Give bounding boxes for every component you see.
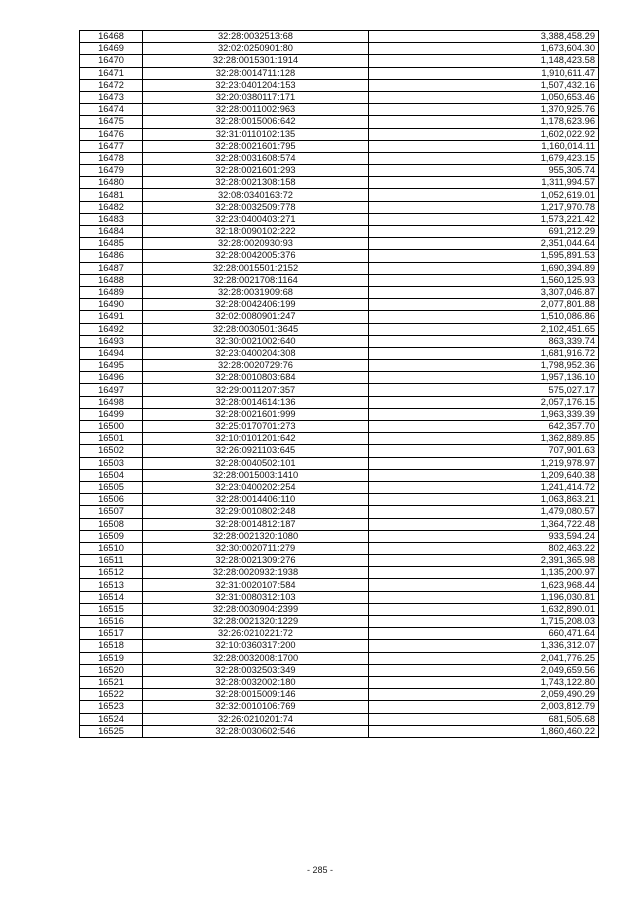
- cadastral-number-cell: 32:28:0014406:110: [143, 494, 369, 506]
- cadastral-number-cell: 32:28:0015009:146: [143, 689, 369, 701]
- row-number-cell: 16500: [80, 421, 143, 433]
- table-row: [80, 140, 599, 152]
- value-cell: 1,364,722.48: [369, 518, 599, 530]
- value-cell: 1,160,014.11: [369, 140, 599, 152]
- value-cell: 642,357.70: [369, 421, 599, 433]
- value-cell: 1,370,925.76: [369, 104, 599, 116]
- value-cell: 1,673,604.30: [369, 43, 599, 55]
- value-cell: 1,690,394.89: [369, 262, 599, 274]
- value-cell: 1,957,136.10: [369, 372, 599, 384]
- row-number-cell: 16513: [80, 579, 143, 591]
- row-number-cell: 16473: [80, 91, 143, 103]
- row-number-cell: 16517: [80, 628, 143, 640]
- value-cell: 1,573,221.42: [369, 213, 599, 225]
- table-row: [80, 201, 599, 213]
- value-cell: 1,715,208.03: [369, 616, 599, 628]
- row-number-cell: 16493: [80, 335, 143, 347]
- row-number-cell: 16469: [80, 43, 143, 55]
- table-row: [80, 652, 599, 664]
- value-cell: 2,059,490.29: [369, 689, 599, 701]
- table-row: [80, 616, 599, 628]
- cadastral-number-cell: 32:30:0021002:640: [143, 335, 369, 347]
- row-number-cell: 16512: [80, 567, 143, 579]
- cadastral-number-cell: 32:28:0032503:349: [143, 664, 369, 676]
- value-cell: 681,505.68: [369, 713, 599, 725]
- row-number-cell: 16478: [80, 152, 143, 164]
- table-row: [80, 335, 599, 347]
- table-row: [80, 530, 599, 542]
- table-row: [80, 152, 599, 164]
- row-number-cell: 16481: [80, 189, 143, 201]
- row-number-cell: 16508: [80, 518, 143, 530]
- row-number-cell: 16516: [80, 616, 143, 628]
- cadastral-number-cell: 32:28:0020729:76: [143, 360, 369, 372]
- table-row: [80, 469, 599, 481]
- row-number-cell: 16487: [80, 262, 143, 274]
- cadastral-number-cell: 32:28:0021601:999: [143, 408, 369, 420]
- row-number-cell: 16491: [80, 311, 143, 323]
- cadastral-number-cell: 32:28:0032513:68: [143, 31, 369, 43]
- table-row: [80, 725, 599, 737]
- cadastral-number-cell: 32:28:0042406:199: [143, 299, 369, 311]
- value-cell: 1,148,423.58: [369, 55, 599, 67]
- value-cell: 1,196,030.81: [369, 591, 599, 603]
- value-cell: 1,050,653.46: [369, 91, 599, 103]
- cadastral-number-cell: 32:28:0021601:293: [143, 165, 369, 177]
- row-number-cell: 16520: [80, 664, 143, 676]
- cadastral-number-cell: 32:28:0021601:795: [143, 140, 369, 152]
- row-number-cell: 16489: [80, 286, 143, 298]
- row-number-cell: 16497: [80, 384, 143, 396]
- table-row: [80, 567, 599, 579]
- cadastral-number-cell: 32:23:0400403:271: [143, 213, 369, 225]
- cadastral-number-cell: 32:31:0110102:135: [143, 128, 369, 140]
- cadastral-number-cell: 32:28:0011002:963: [143, 104, 369, 116]
- cadastral-number-cell: 32:28:0040502:101: [143, 457, 369, 469]
- value-cell: 933,594.24: [369, 530, 599, 542]
- cadastral-number-cell: 32:28:0030501:3645: [143, 323, 369, 335]
- cadastral-number-cell: 32:28:0030904:2399: [143, 603, 369, 615]
- table-row: [80, 43, 599, 55]
- table-row: [80, 55, 599, 67]
- value-cell: 1,241,414.72: [369, 481, 599, 493]
- cadastral-number-cell: 32:28:0032509:778: [143, 201, 369, 213]
- value-cell: 1,860,460.22: [369, 725, 599, 737]
- row-number-cell: 16519: [80, 652, 143, 664]
- row-number-cell: 16488: [80, 274, 143, 286]
- table-row: [80, 494, 599, 506]
- cadastral-number-cell: 32:28:0021320:1080: [143, 530, 369, 542]
- table-row: [80, 518, 599, 530]
- value-cell: 2,077,801.88: [369, 299, 599, 311]
- table-row: [80, 311, 599, 323]
- cadastral-number-cell: 32:02:0080901:247: [143, 311, 369, 323]
- cadastral-number-cell: 32:28:0014711:128: [143, 67, 369, 79]
- value-cell: 2,049,659.56: [369, 664, 599, 676]
- row-number-cell: 16522: [80, 689, 143, 701]
- cadastral-number-cell: 32:23:0400204:308: [143, 347, 369, 359]
- row-number-cell: 16495: [80, 360, 143, 372]
- value-cell: 1,743,122.80: [369, 676, 599, 688]
- value-cell: 575,027.17: [369, 384, 599, 396]
- cadastral-value-table: [79, 30, 599, 738]
- value-cell: 1,510,086.86: [369, 311, 599, 323]
- value-cell: 1,479,080.57: [369, 506, 599, 518]
- cadastral-number-cell: 32:31:0080312:103: [143, 591, 369, 603]
- table-row: [80, 128, 599, 140]
- row-number-cell: 16505: [80, 481, 143, 493]
- value-cell: 660,471.64: [369, 628, 599, 640]
- cadastral-number-cell: 32:28:0042005:376: [143, 250, 369, 262]
- cadastral-number-cell: 32:10:0360317:200: [143, 640, 369, 652]
- cadastral-number-cell: 32:28:0021308:158: [143, 177, 369, 189]
- cadastral-number-cell: 32:23:0400202:254: [143, 481, 369, 493]
- cadastral-number-cell: 32:26:0921103:645: [143, 445, 369, 457]
- row-number-cell: 16472: [80, 79, 143, 91]
- table-row: [80, 238, 599, 250]
- row-number-cell: 16521: [80, 676, 143, 688]
- row-number-cell: 16523: [80, 701, 143, 713]
- table-row: [80, 226, 599, 238]
- value-cell: 2,391,365.98: [369, 555, 599, 567]
- table-row: [80, 408, 599, 420]
- cadastral-number-cell: 32:28:0032002:180: [143, 676, 369, 688]
- table-row: [80, 31, 599, 43]
- row-number-cell: 16471: [80, 67, 143, 79]
- cadastral-number-cell: 32:28:0014614:136: [143, 396, 369, 408]
- table-row: [80, 457, 599, 469]
- row-number-cell: 16468: [80, 31, 143, 43]
- row-number-cell: 16498: [80, 396, 143, 408]
- row-number-cell: 16510: [80, 542, 143, 554]
- value-cell: 955,305.74: [369, 165, 599, 177]
- value-cell: 1,798,952.36: [369, 360, 599, 372]
- row-number-cell: 16496: [80, 372, 143, 384]
- cadastral-number-cell: 32:25:0170701:273: [143, 421, 369, 433]
- value-cell: 1,560,125.93: [369, 274, 599, 286]
- table-row: [80, 347, 599, 359]
- table-row: [80, 299, 599, 311]
- cadastral-number-cell: 32:28:0021309:276: [143, 555, 369, 567]
- cadastral-number-cell: 32:28:0030602:546: [143, 725, 369, 737]
- table-row: [80, 177, 599, 189]
- value-cell: 2,057,176.15: [369, 396, 599, 408]
- cadastral-number-cell: 32:28:0015006:642: [143, 116, 369, 128]
- value-cell: 2,041,776.25: [369, 652, 599, 664]
- value-cell: 1,209,640.38: [369, 469, 599, 481]
- value-cell: 1,052,619.01: [369, 189, 599, 201]
- row-number-cell: 16494: [80, 347, 143, 359]
- cadastral-number-cell: 32:10:0101201:642: [143, 433, 369, 445]
- cadastral-number-cell: 32:28:0010803:684: [143, 372, 369, 384]
- row-number-cell: 16511: [80, 555, 143, 567]
- value-cell: 1,135,200.97: [369, 567, 599, 579]
- row-number-cell: 16477: [80, 140, 143, 152]
- value-cell: 2,102,451.65: [369, 323, 599, 335]
- row-number-cell: 16476: [80, 128, 143, 140]
- table-row: [80, 213, 599, 225]
- table-row: [80, 676, 599, 688]
- value-cell: 1,507,432.16: [369, 79, 599, 91]
- value-cell: 1,217,970.78: [369, 201, 599, 213]
- row-number-cell: 16474: [80, 104, 143, 116]
- value-cell: 802,463.22: [369, 542, 599, 554]
- row-number-cell: 16482: [80, 201, 143, 213]
- cadastral-number-cell: 32:02:0250901:80: [143, 43, 369, 55]
- value-cell: 1,681,916.72: [369, 347, 599, 359]
- row-number-cell: 16483: [80, 213, 143, 225]
- value-cell: 707,901.63: [369, 445, 599, 457]
- table-row: [80, 396, 599, 408]
- table-row: [80, 713, 599, 725]
- cadastral-number-cell: 32:32:0010106:769: [143, 701, 369, 713]
- cadastral-number-cell: 32:28:0015501:2152: [143, 262, 369, 274]
- table-row: [80, 79, 599, 91]
- cadastral-number-cell: 32:26:0210221:72: [143, 628, 369, 640]
- value-cell: 1,178,623.96: [369, 116, 599, 128]
- row-number-cell: 16524: [80, 713, 143, 725]
- cadastral-number-cell: 32:28:0015003:1410: [143, 469, 369, 481]
- cadastral-number-cell: 32:28:0031608:574: [143, 152, 369, 164]
- value-cell: 863,339.74: [369, 335, 599, 347]
- table-row: [80, 689, 599, 701]
- value-cell: 1,910,611.47: [369, 67, 599, 79]
- cadastral-number-cell: 32:28:0021708:1164: [143, 274, 369, 286]
- value-cell: 2,003,812.79: [369, 701, 599, 713]
- table-row: [80, 384, 599, 396]
- value-cell: 1,963,339.39: [369, 408, 599, 420]
- value-cell: 3,307,046.87: [369, 286, 599, 298]
- table-row: [80, 433, 599, 445]
- row-number-cell: 16479: [80, 165, 143, 177]
- row-number-cell: 16525: [80, 725, 143, 737]
- value-cell: 1,063,863.21: [369, 494, 599, 506]
- row-number-cell: 16486: [80, 250, 143, 262]
- table-row: [80, 481, 599, 493]
- table-row: [80, 555, 599, 567]
- value-cell: 2,351,044.64: [369, 238, 599, 250]
- table-row: [80, 116, 599, 128]
- cadastral-number-cell: 32:31:0020107:584: [143, 579, 369, 591]
- cadastral-number-cell: 32:28:0014812:187: [143, 518, 369, 530]
- table-row: [80, 701, 599, 713]
- table-row: [80, 506, 599, 518]
- row-number-cell: 16504: [80, 469, 143, 481]
- cadastral-number-cell: 32:28:0020930:93: [143, 238, 369, 250]
- table-row: [80, 274, 599, 286]
- row-number-cell: 16470: [80, 55, 143, 67]
- value-cell: 1,362,889.85: [369, 433, 599, 445]
- table-row: [80, 664, 599, 676]
- row-number-cell: 16507: [80, 506, 143, 518]
- value-cell: 691,212.29: [369, 226, 599, 238]
- cadastral-number-cell: 32:29:0010802:248: [143, 506, 369, 518]
- value-cell: 1,679,423.15: [369, 152, 599, 164]
- table-row: [80, 628, 599, 640]
- row-number-cell: 16518: [80, 640, 143, 652]
- row-number-cell: 16480: [80, 177, 143, 189]
- cadastral-number-cell: 32:08:0340163:72: [143, 189, 369, 201]
- value-cell: 1,311,994.57: [369, 177, 599, 189]
- table-row: [80, 372, 599, 384]
- row-number-cell: 16492: [80, 323, 143, 335]
- cadastral-number-cell: 32:30:0020711:279: [143, 542, 369, 554]
- table-row: [80, 591, 599, 603]
- cadastral-number-cell: 32:28:0032008:1700: [143, 652, 369, 664]
- value-cell: 1,632,890.01: [369, 603, 599, 615]
- cadastral-number-cell: 32:28:0031909:68: [143, 286, 369, 298]
- row-number-cell: 16499: [80, 408, 143, 420]
- row-number-cell: 16475: [80, 116, 143, 128]
- table-body: [80, 31, 599, 738]
- cadastral-number-cell: 32:26:0210201:74: [143, 713, 369, 725]
- cadastral-number-cell: 32:20:0380117:171: [143, 91, 369, 103]
- row-number-cell: 16506: [80, 494, 143, 506]
- row-number-cell: 16514: [80, 591, 143, 603]
- value-cell: 1,623,968.44: [369, 579, 599, 591]
- cadastral-number-cell: 32:28:0015301:1914: [143, 55, 369, 67]
- cadastral-number-cell: 32:18:0090102:222: [143, 226, 369, 238]
- value-cell: 1,336,312.07: [369, 640, 599, 652]
- table-row: [80, 323, 599, 335]
- row-number-cell: 16509: [80, 530, 143, 542]
- cadastral-number-cell: 32:29:0011207:357: [143, 384, 369, 396]
- table-row: [80, 104, 599, 116]
- table-row: [80, 189, 599, 201]
- table-row: [80, 445, 599, 457]
- table-row: [80, 250, 599, 262]
- row-number-cell: 16490: [80, 299, 143, 311]
- table-row: [80, 91, 599, 103]
- value-cell: 1,602,022.92: [369, 128, 599, 140]
- value-cell: 3,388,458.29: [369, 31, 599, 43]
- table-row: [80, 262, 599, 274]
- row-number-cell: 16485: [80, 238, 143, 250]
- row-number-cell: 16501: [80, 433, 143, 445]
- table-row: [80, 67, 599, 79]
- table-row: [80, 165, 599, 177]
- table-row: [80, 603, 599, 615]
- table-row: [80, 579, 599, 591]
- table-row: [80, 421, 599, 433]
- row-number-cell: 16515: [80, 603, 143, 615]
- table-row: [80, 286, 599, 298]
- table-row: [80, 640, 599, 652]
- cadastral-number-cell: 32:28:0021320:1229: [143, 616, 369, 628]
- cadastral-number-cell: 32:28:0020932:1938: [143, 567, 369, 579]
- row-number-cell: 16484: [80, 226, 143, 238]
- table-row: [80, 360, 599, 372]
- cadastral-number-cell: 32:23:0401204:153: [143, 79, 369, 91]
- value-cell: 1,219,978.97: [369, 457, 599, 469]
- page-number: - 285 -: [306, 865, 333, 875]
- value-cell: 1,595,891.53: [369, 250, 599, 262]
- row-number-cell: 16502: [80, 445, 143, 457]
- table-row: [80, 542, 599, 554]
- row-number-cell: 16503: [80, 457, 143, 469]
